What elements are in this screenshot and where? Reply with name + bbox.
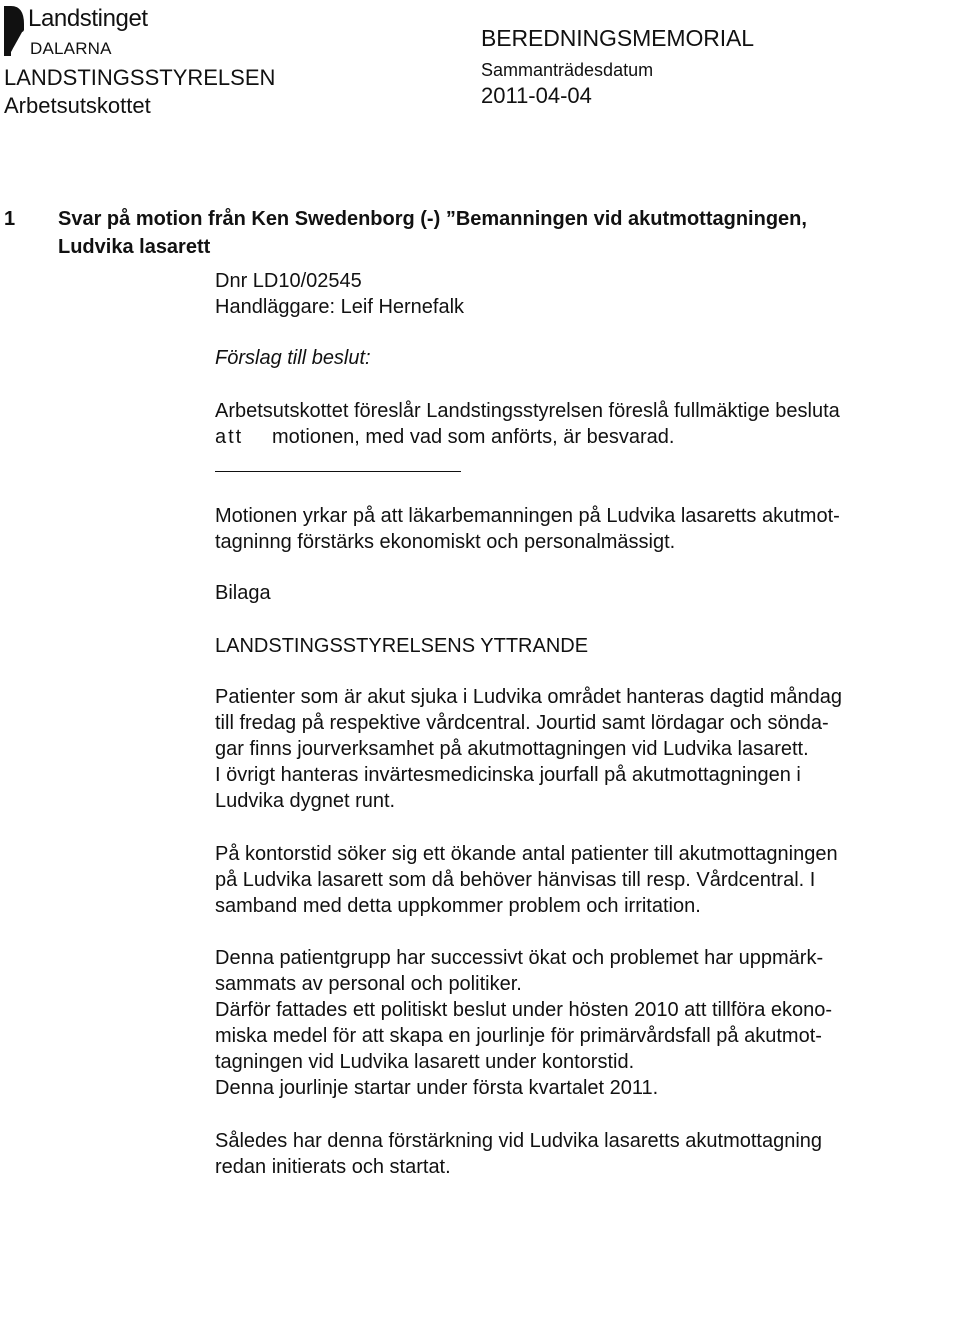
case-handler: Handläggare: Leif Hernefalk <box>215 296 465 318</box>
statement-heading: LANDSTINGSSTYRELSENS YTTRANDE <box>215 635 589 657</box>
paragraph-4-line-2: redan initierats och startat. <box>215 1156 451 1178</box>
paragraph-4-line-1: Således har denna förstärkning vid Ludvika lasaretts akutmottagning <box>215 1130 823 1152</box>
paragraph-3-line-6: Denna jourlinje startar under första kvartalet 2011. <box>215 1077 659 1099</box>
paragraph-1-line-4: I övrigt hanteras invärtesmedicinska jourfall på akutmottagningen i <box>215 764 801 786</box>
document-type: BEREDNINGSMEMORIAL <box>481 25 754 51</box>
meeting-date: 2011-04-04 <box>481 83 592 108</box>
paragraph-3-line-5: tagningen vid Ludvika lasarett under kontorstid. <box>215 1051 635 1073</box>
paragraph-3-line-4: miska medel för att skapa en jourlinje för primärvårdsfall på akutmot- <box>215 1025 822 1047</box>
proposal-att: att <box>215 426 244 448</box>
paragraph-3-line-3: Därför fattades ett politiskt beslut under hösten 2010 att tillföra ekono- <box>215 999 833 1021</box>
proposal-line-2: motionen, med vad som anförts, är besvarad. <box>272 426 675 448</box>
item-number: 1 <box>4 208 16 230</box>
motion-line-2: tagninng förstärks ekonomiskt och personalmässigt. <box>215 531 676 553</box>
paragraph-2-line-2: på Ludvika lasarett som då behöver hänvisas till resp. Vårdcentral. I <box>215 869 816 891</box>
landstinget-logo-icon <box>4 6 24 56</box>
attachment-label: Bilaga <box>215 582 271 604</box>
paragraph-1-line-5: Ludvika dygnet runt. <box>215 790 396 812</box>
paragraph-1-line-1: Patienter som är akut sjuka i Ludvika området hanteras dagtid måndag <box>215 686 843 708</box>
proposal-line-1: Arbetsutskottet föreslår Landstingsstyrelsen föreslå fullmäktige besluta <box>215 400 840 422</box>
logo-region: DALARNA <box>30 39 112 58</box>
case-number: Dnr LD10/02545 <box>215 270 362 292</box>
organization-name: LANDSTINGSSTYRELSEN <box>4 65 276 90</box>
logo-name: Landstinget <box>28 5 148 32</box>
proposal-heading: Förslag till beslut: <box>215 347 371 369</box>
paragraph-1-line-3: gar finns jourverksamhet på akutmottagningen vid Ludvika lasarett. <box>215 738 809 760</box>
paragraph-3-line-2: sammats av personal och politiker. <box>215 973 522 995</box>
item-title-line-1: Svar på motion från Ken Swedenborg (-) ”Bemanningen vid akutmottagningen, <box>58 208 807 230</box>
date-label: Sammanträdesdatum <box>481 60 654 80</box>
motion-line-1: Motionen yrkar på att läkarbemanningen på Ludvika lasaretts akutmot- <box>215 505 840 527</box>
separator-line <box>215 471 461 472</box>
paragraph-2-line-3: samband med detta uppkommer problem och irritation. <box>215 895 701 917</box>
paragraph-1-line-2: till fredag på respektive vårdcentral. Jourtid samt lördagar och sönda- <box>215 712 829 734</box>
item-title-line-2: Ludvika lasarett <box>58 236 211 258</box>
paragraph-2-line-1: På kontorstid söker sig ett ökande antal patienter till akutmottagningen <box>215 843 838 865</box>
paragraph-3-line-1: Denna patientgrupp har successivt ökat och problemet har uppmärk- <box>215 947 824 969</box>
unit-name: Arbetsutskottet <box>4 93 151 118</box>
